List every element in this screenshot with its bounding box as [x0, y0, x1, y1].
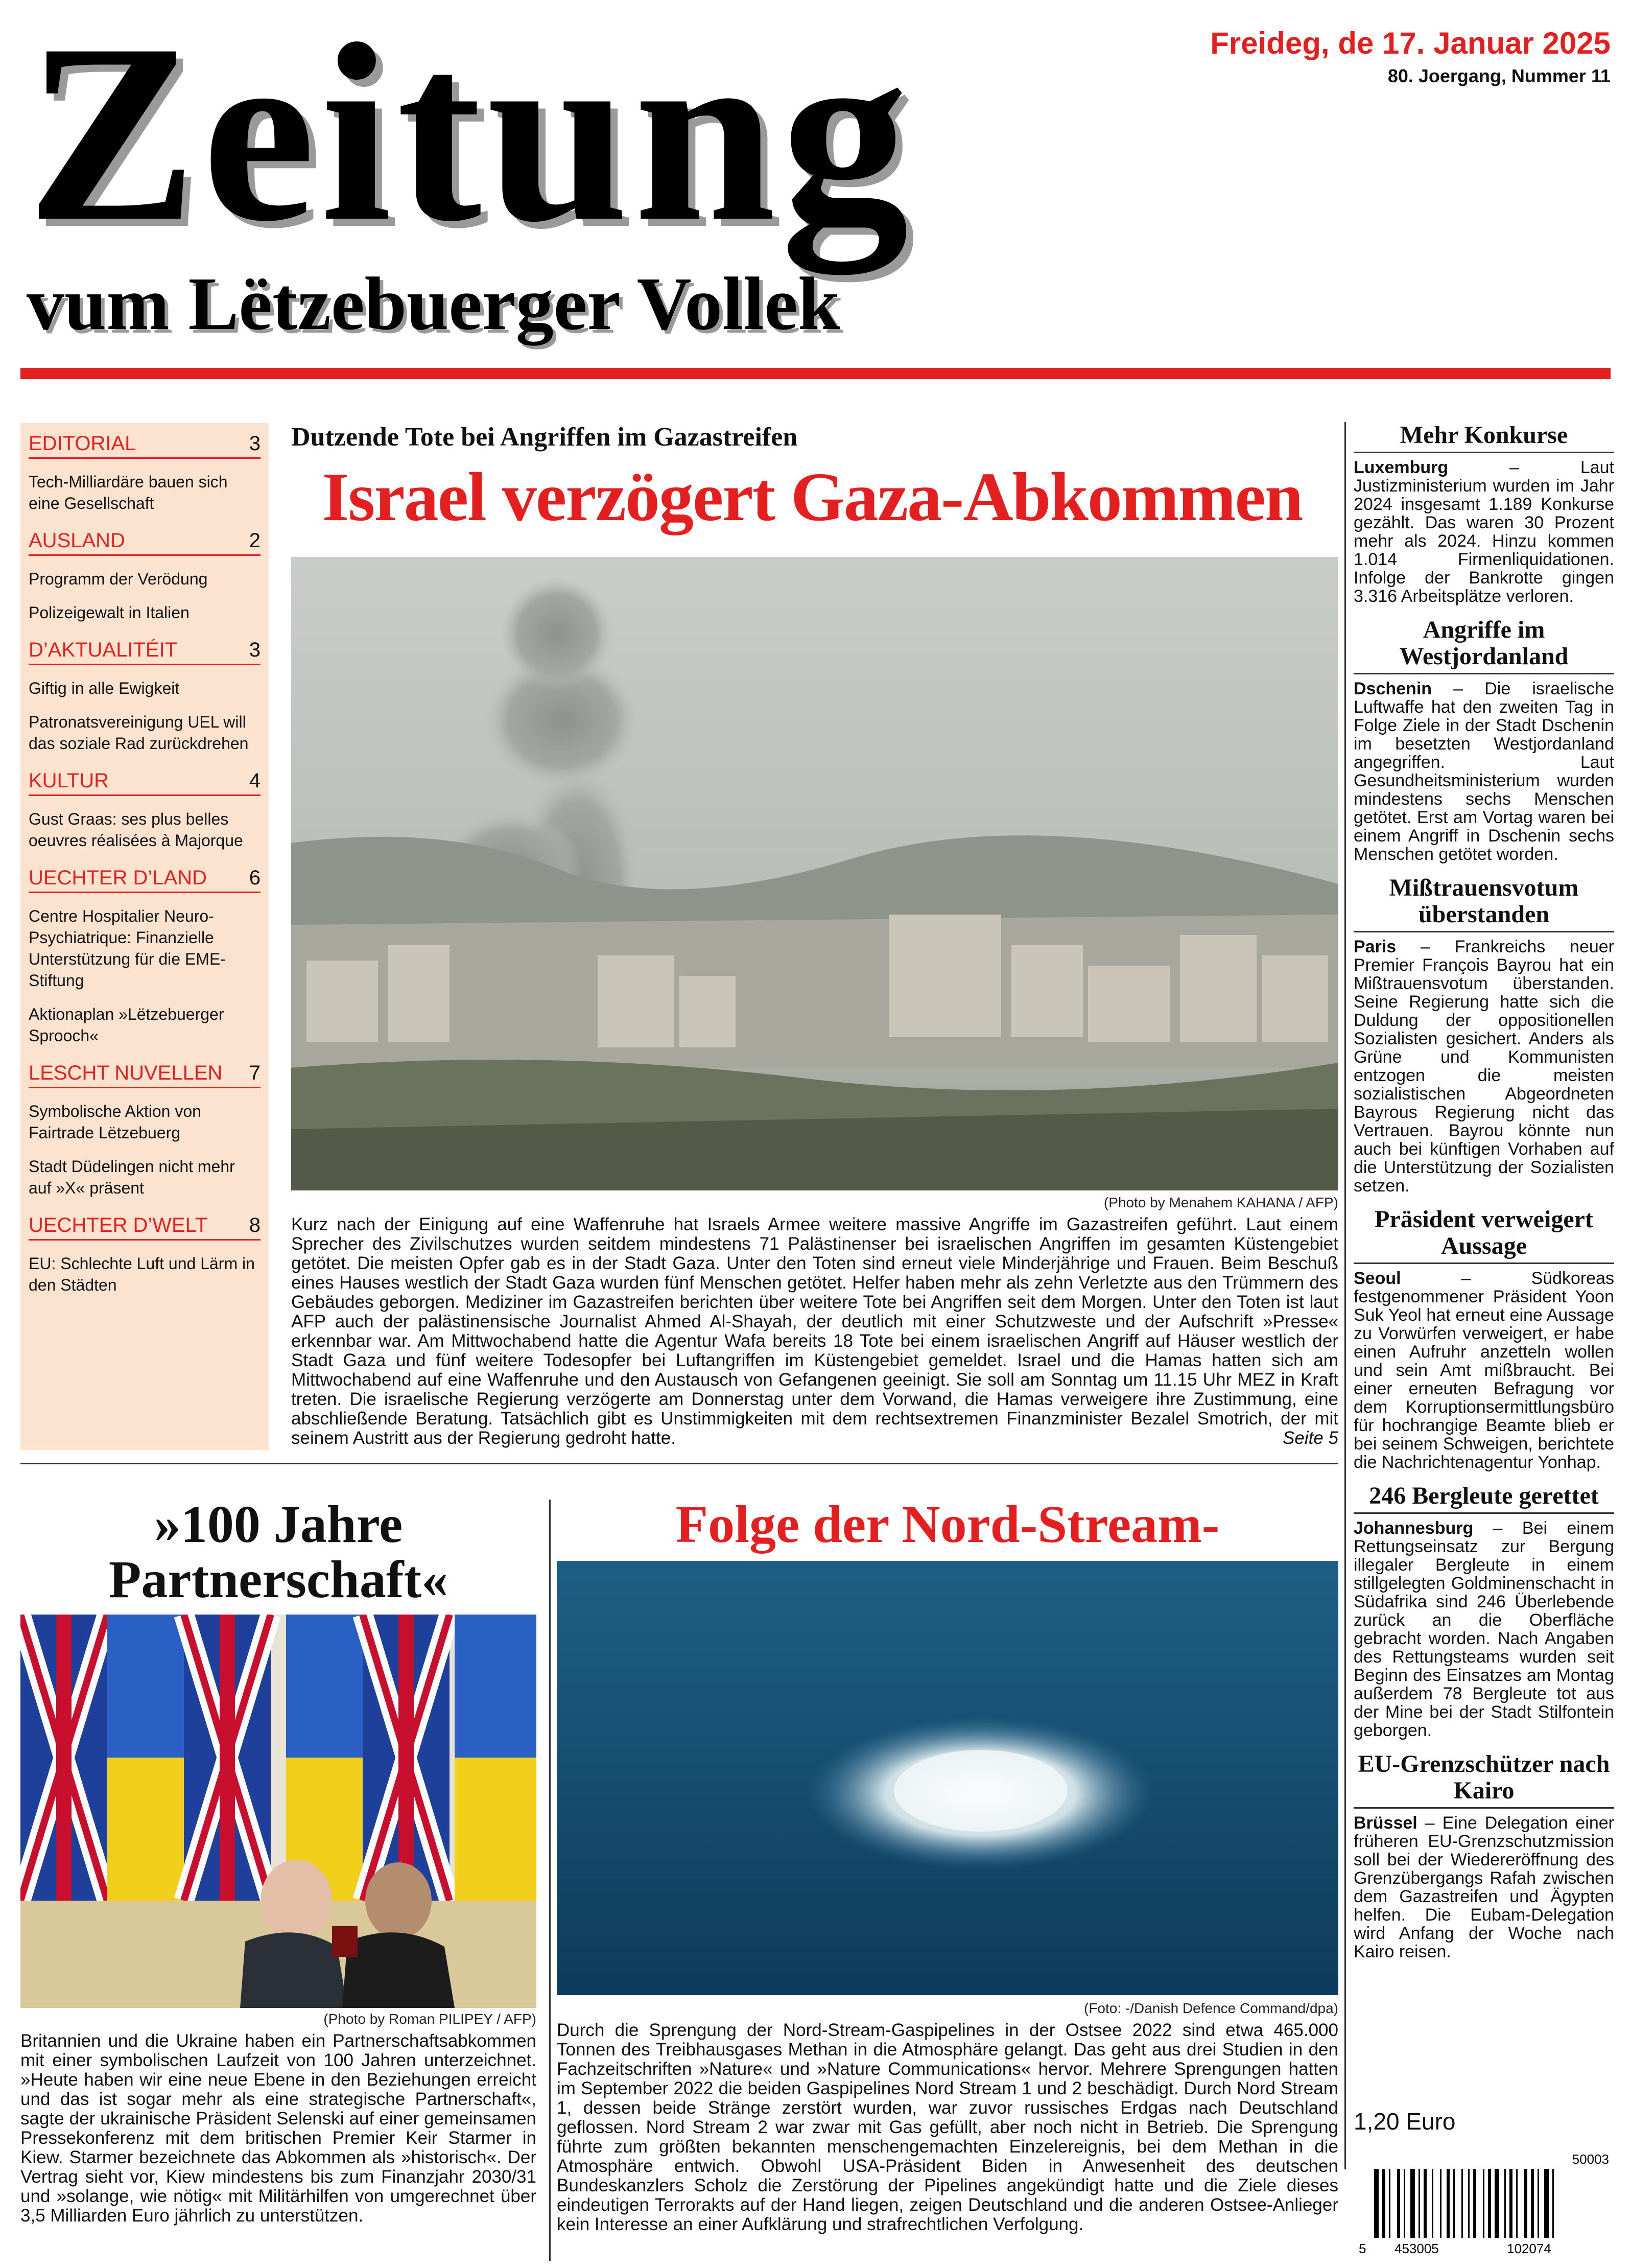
- barcode-bar: [1410, 2169, 1415, 2238]
- contents-sidebar: [20, 423, 269, 1450]
- news-brief: [1354, 1483, 1614, 1740]
- toc-page-number: 3: [249, 432, 261, 455]
- brief-rule: [1354, 1807, 1614, 1809]
- toc-page-number: 8: [249, 1214, 261, 1236]
- news-briefs-column: [1354, 422, 1614, 1972]
- barcode-bar: [1544, 2169, 1549, 2238]
- toc-section[interactable]: [29, 639, 261, 665]
- lead-body: [291, 1215, 1338, 1448]
- barcode-bar: [1453, 2169, 1455, 2238]
- barcode-bar: [1504, 2169, 1506, 2238]
- barcode-left-digit: 5: [1359, 2241, 1366, 2256]
- brief-title: EU-Grenzschützer nach Kairo: [1358, 1750, 1610, 1804]
- barcode-bar: [1389, 2169, 1390, 2238]
- sea-gas-leak-photo: [557, 1561, 1338, 1995]
- toc-page-number: 2: [249, 529, 261, 552]
- barcode-bar: [1509, 2169, 1512, 2238]
- toc-item[interactable]: Patronatsvereinigung UEL will das soziale Rad zurückdrehen: [29, 713, 249, 753]
- nordstream-body: Durch die Sprengung der Nord-Stream-Gaspipelines in der Ostsee 2022 sind etwa 465.000 Tonnen des Treibhausgases Methan in die Atmosphäre gelangt. Das geht aus drei Studien in den Fachzeitschriften »Nature« und »Nature Communications« hervor. Mehrere Sprengungen hatten im September 2022 die beiden Gaspipelines Nord Stream 1 und 2 beschädigt. Durch Nord Stream 1, dessen beide Stränge zerstört wurden, war zuvor russisches Erdgas nach Deutschland geflossen. Nord Stream 2 war zwar mit Gas gefüllt, aber noch nicht in Betrieb. Die Sprengung führte zum größten bekannten menschengemachten Einzelereignis, bei dem Methan in die Atmosphäre entwich. Obwohl USA-Präsident Biden in Anwesenheit des deutschen Bundeskanzlers Scholz die Zerstörung der Pipelines angekündigt hatte und die Ziele dieses eindeutigen Terrorakts auf der Hand liegen, zeigen Deutschland und die anderen Ostsee-Anlieger kein Interesse an einer Aufklärung und strafrechtlichen Verfolgung.: [557, 2020, 1338, 2234]
- gaza-smoke-photo: [291, 557, 1338, 1190]
- toc-section[interactable]: [29, 529, 261, 556]
- barcode-bar: [1440, 2169, 1441, 2238]
- barcode-bar: [1483, 2169, 1484, 2238]
- brief-text: – Bei einem Rettungseinsatz zur Bergung illegaler Bergleute in einem stillgelegten Goldminenschacht in Südafrika sind 246 Überlebende zurück an die Oberfläche gebracht worden. Nach Angaben des Rettungsteams wurden seit Beginn des Einsatzes am Montag außerdem 78 Bergleute tot aus der Mine bei der Stadt Stilfontein geborgen.: [1354, 1518, 1614, 1740]
- lead-headline: Israel verzögert Gaza-Abkommen: [322, 459, 1303, 535]
- brief-rule: [1354, 1262, 1614, 1264]
- brief-title: Präsident verweigert Aussage: [1375, 1206, 1593, 1259]
- brief-place: Johannesburg: [1354, 1518, 1474, 1538]
- barcode-mid-number: 453005: [1394, 2241, 1439, 2256]
- barcode-bar: [1468, 2169, 1470, 2238]
- toc-section-name: UECHTER D’WELT: [29, 1214, 208, 1236]
- brief-rule: [1354, 452, 1614, 453]
- barcode-bar: [1538, 2169, 1539, 2238]
- toc-item[interactable]: Programm der Verödung: [29, 570, 208, 588]
- barcode-bar: [1447, 2169, 1450, 2238]
- toc-section-name: LESCHT NUVELLEN: [29, 1062, 223, 1084]
- barcode: [1354, 2148, 1614, 2258]
- toc-section-name: EDITORIAL: [29, 432, 136, 455]
- barcode-bar: [1374, 2169, 1379, 2238]
- masthead-divider: [20, 368, 1611, 379]
- news-brief: [1354, 1206, 1614, 1471]
- toc-section-name: KULTUR: [29, 769, 109, 792]
- barcode-right-number: 102074: [1507, 2241, 1551, 2256]
- lead-kicker: Dutzende Tote bei Angriffen im Gazastreifen: [291, 423, 798, 452]
- barcode-bar: [1397, 2169, 1400, 2238]
- barcode-bar: [1419, 2169, 1420, 2238]
- toc-item[interactable]: Aktionaplan »Lëtzebuerger Sprooch«: [29, 1005, 224, 1045]
- toc-item[interactable]: Giftig in alle Ewigkeit: [29, 679, 180, 697]
- price: 1,20 Euro: [1354, 2108, 1456, 2135]
- lead-photo: [291, 557, 1338, 1190]
- brief-title: Mehr Konkurse: [1400, 422, 1568, 449]
- partner-photo: [20, 1615, 536, 2008]
- brief-body: [1354, 1519, 1614, 1740]
- masthead-title: Zeitung: [27, 0, 914, 274]
- barcode-top-number: 50003: [1572, 2152, 1609, 2167]
- issue-date: Freideg, de 17. Januar 2025: [1210, 26, 1611, 60]
- toc-section-name: AUSLAND: [29, 529, 125, 552]
- brief-body: [1354, 938, 1614, 1195]
- brief-place: Brüssel: [1354, 1813, 1417, 1833]
- brief-title: Angriffe im Westjordanland: [1399, 616, 1569, 670]
- toc-section[interactable]: [29, 1214, 261, 1241]
- partner-headline: »100 Jahre Partnerschaft«: [108, 1495, 448, 1609]
- toc-section[interactable]: [29, 867, 261, 893]
- news-brief: [1354, 1751, 1614, 1961]
- barcode-bar: [1461, 2169, 1463, 2238]
- toc-page-number: 4: [249, 769, 261, 792]
- toc-page-number: 7: [249, 1062, 261, 1084]
- barcode-bar: [1495, 2169, 1499, 2238]
- barcode-bar: [1473, 2169, 1476, 2238]
- flags-handshake-photo: [20, 1615, 536, 2008]
- brief-rule: [1354, 1512, 1614, 1514]
- nordstream-photo-caption: (Foto: -/Danish Defence Command/dpa): [1084, 2000, 1338, 2016]
- barcode-bar: [1432, 2169, 1433, 2238]
- brief-rule: [1354, 931, 1614, 932]
- barcode-bar: [1516, 2169, 1518, 2238]
- brief-place: Luxemburg: [1354, 458, 1449, 477]
- brief-place: Paris: [1354, 937, 1397, 956]
- partner-body: Britannien und die Ukraine haben ein Partnerschaftsabkommen mit einer symbolischen Laufzeit von 100 Jahren unterzeichnet. »Heute haben wir eine neue Ebene in den Beziehungen erreicht und das ist sogar mehr als eine strategische Partnerschaft«, sagte der ukrainische Präsident Selenski auf einer gemeinsamen Pressekonferenz mit dem britischen Premier Keir Starmer in Kiew. Starmer bezeichnete das Abkommen als »historisch«. Der Vertrag sieht vor, Kiew mindestens bis zum Finanzjahr 2030/31 und »solange, wie nötig« mit Militärhilfen von umgerechnet über 3,5 Milliarden Euro jährlich zu unterstützen.: [20, 2031, 536, 2226]
- toc-item[interactable]: Tech-Milliardäre bauen sich eine Gesellschaft: [29, 473, 228, 512]
- toc-section[interactable]: [29, 1062, 261, 1088]
- barcode-bar: [1524, 2169, 1527, 2238]
- barcode-bar: [1404, 2169, 1405, 2238]
- toc-page-number: 6: [249, 867, 261, 889]
- toc-item[interactable]: Polizeigewalt in Italien: [29, 603, 190, 622]
- lower-column-divider: [549, 1500, 551, 2261]
- toc-section[interactable]: [29, 769, 261, 796]
- brief-body: [1354, 680, 1614, 863]
- barcode-bar: [1488, 2169, 1491, 2238]
- barcode-graphic: [1354, 2148, 1614, 2258]
- barcode-bar: [1552, 2169, 1554, 2238]
- brief-title: Mißtrauensvotum überstanden: [1389, 874, 1579, 928]
- toc-section-name: UECHTER D’LAND: [29, 867, 207, 889]
- news-brief: [1354, 617, 1614, 863]
- nordstream-headline: Folge der Nord-Stream-: [675, 1495, 1220, 1554]
- toc-page-number: 3: [249, 639, 261, 661]
- masthead-subtitle: vum Lëtzebuerger Vollek: [27, 262, 840, 346]
- toc-section[interactable]: [29, 432, 261, 459]
- brief-text: – Eine Delegation einer früheren EU-Grenzschutzmission soll bei der Wiedereröffnung des Grenzübergangs Rafah zwischen dem Gazastreifen und Ägypten helfen. Die Eubam-Delegation wird Anfang der Woche nach Kairo reisen.: [1354, 1813, 1614, 1961]
- brief-rule: [1354, 673, 1614, 674]
- brief-text: – Frankreichs neuer Premier François Bayrou hat ein Mißtrauensvotum überstanden. Seine Regierung hatte sich die Duldung der oppositionellen Sozialisten gesichert. Anders als Grüne und Kommunisten entzogen die meisten sozialistischen Abgeordneten Bayrous Regierung nicht das Vertrauen. Bayrou könnte nun auch bei künftigen Vorhaben auf die Unterstützung der Sozialisten setzen.: [1354, 937, 1614, 1196]
- toc-item[interactable]: EU: Schlechte Luft und Lärm in den Städten: [29, 1254, 255, 1294]
- barcode-bar: [1531, 2169, 1534, 2238]
- brief-text: – Südkoreas festgenommener Präsident Yoon Suk Yeol hat erneut eine Aussage zu Vorwürfen verweigert, er habe einen Aufruhr anzetteln wollen und sein Amt mißbraucht. Bei einer erneuten Befragung vor dem Korruptionsermittlungsbüro für hochrangige Beamte blieb er bei seinem Schweigen, berichtete die Nachrichtenagentur Yonhap.: [1354, 1269, 1614, 1472]
- lead-photo-caption: (Photo by Menahem KAHANA / AFP): [1103, 1195, 1338, 1210]
- brief-place: Seoul: [1354, 1269, 1401, 1288]
- lead-body-text: Kurz nach der Einigung auf eine Waffenruhe hat Israels Armee weitere massive Angriffe im Gazastreifen geführt. Laut einem Sprecher des Zivilschutzes wurden seitdem mindestens 71 Palästinenser bei israelischen Angriffen im gesamten Küstengebiet getötet. Die meisten Opfer gab es in der Stadt Gaza. Unter den Toten sind erneut viele Minderjährige und Frauen. Beim Beschuß eines Hauses westlich der Stadt Gaza wurden fünf Menschen getötet. Helfer haben mehr als zehn Verletzte aus den Trümmern des Gebäudes geborgen. Mediziner im Gazastreifen berichten über weitere Tote bei Angriffen seit dem Morgen. Unter den Toten ist laut AFP auch der palästinensische Journalist Ahmed Al-Shayah, der deutlich mit einer Schutzweste und der Aufschrift »Presse« erkennbar war. Am Mittwochabend hatte die Agentur Wafa bereits 18 Tote bei einem israelischen Angriff auf Häuser westlich der Stadt Gaza und fünf weitere Todesopfer bei Luftangriffen im Küstengebiet gemeldet. Israel und die Hamas hatten sich am Mittwochabend auf eine Waffenruhe und den Austausch von Gefangenen geeinigt. Sie soll am Sonntag um 11.15 Uhr MEZ in Kraft treten. Die israelische Regierung verzögerte am Donnerstag unter dem Vorwand, die Hamas verweigere ihre Zustimmung, eine abschließende Beratung. Tatsächlich gibt es Unstimmigkeiten mit dem rechtsextremen Finanzminister Bezalel Smotrich, der mit seinem Austritt aus der Regierung gedroht hatte.: [291, 1214, 1338, 1448]
- column-divider: [1344, 422, 1346, 2169]
- issue-number: 80. Joergang, Nummer 11: [1387, 65, 1611, 86]
- toc-section-name: D’AKTUALITÉIT: [29, 639, 178, 661]
- toc-item[interactable]: Centre Hospitalier Neuro-Psychiatrique: Finanzielle Unterstützung für die EME-Stiftung: [29, 907, 226, 990]
- toc-item[interactable]: Gust Graas: ses plus belles oeuvres réalisées à Majorque: [29, 810, 243, 850]
- brief-title: 246 Bergleute gerettet: [1369, 1482, 1599, 1509]
- partner-photo-caption: (Photo by Roman PILIPEY / AFP): [323, 2011, 536, 2027]
- brief-text: – Die israelische Luftwaffe hat den zweiten Tag in Folge Ziele in der Stadt Dschenin im besetzten Westjordanland angegriffen. Laut Gesundheitsministerium wurden mindestens sechs Menschen getötet. Erst am Vortag waren bei einem Angriff in Dschenin sechs Menschen getötet worden.: [1354, 679, 1614, 864]
- brief-body: [1354, 1269, 1614, 1471]
- news-brief: [1354, 422, 1614, 605]
- toc-item[interactable]: Stadt Düdelingen nicht mehr auf »X« präsent: [29, 1157, 235, 1197]
- toc-item[interactable]: Symbolische Aktion von Fairtrade Lëtzebuerg: [29, 1102, 201, 1142]
- brief-text: – Laut Justizministerium wurden im Jahr 2024 insgesamt 1.189 Konkurse gezählt. Das waren 30 Prozent mehr als 2024. Hinzu kommen 1.014 Firmenliquidationen. Infolge der Bankrotte gingen 3.316 Arbeitsplätze verloren.: [1354, 458, 1614, 606]
- lead-page-ref[interactable]: Seite 5: [1283, 1428, 1338, 1448]
- barcode-bar: [1424, 2169, 1427, 2238]
- barcode-bar: [1382, 2169, 1385, 2238]
- brief-body: [1354, 458, 1614, 605]
- section-divider: [20, 1463, 1338, 1464]
- news-brief: [1354, 875, 1614, 1195]
- brief-place: Dschenin: [1354, 679, 1432, 698]
- brief-body: [1354, 1814, 1614, 1961]
- nordstream-photo: [557, 1561, 1338, 1995]
